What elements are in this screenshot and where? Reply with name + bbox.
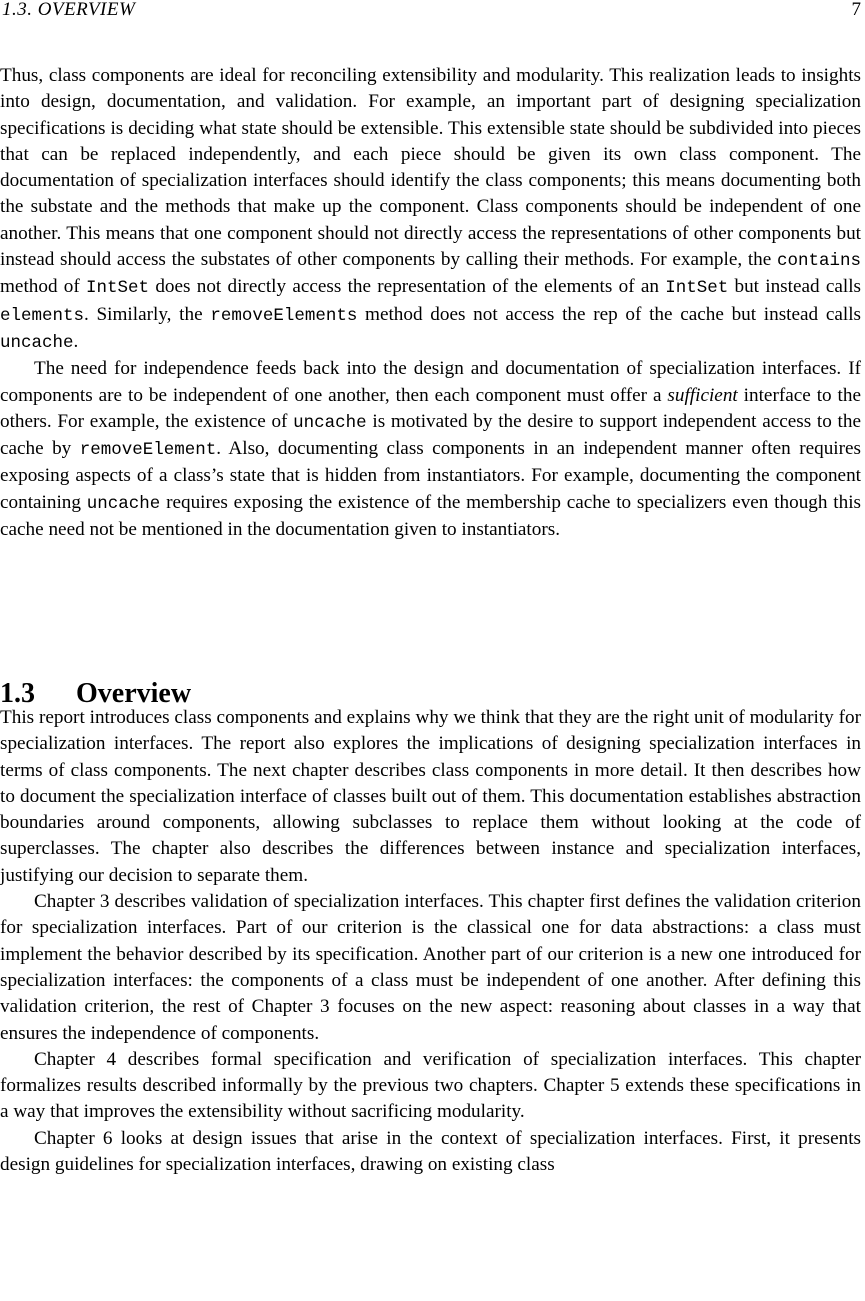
body-text-overview bbox=[0, 705, 861, 1178]
paragraph bbox=[0, 63, 861, 356]
code-identifier: removeElement bbox=[79, 440, 217, 461]
running-head-section: 1.3. OVERVIEW bbox=[2, 0, 136, 20]
text-run: requires exposing the existence of the membership cache to specializers even though this cache need not be mentioned in the documentation given to instantiators. bbox=[0, 491, 861, 541]
text-run: Chapter 4 describes formal specification and verification of specialization interfaces. This chapter formalizes results described informally by the previous two chapters. Chapter 5 extends these specifications in a way that improves the extensibility without sacrificing modularity. bbox=[0, 1048, 861, 1123]
text-run: interface to the others. For example, the existence of bbox=[0, 384, 862, 432]
code-identifier: elements bbox=[0, 305, 85, 326]
text-run: The need for independence feeds back into the design and documentation of specialization interfaces. If components are to be independent of one another, then each component must offer a bbox=[0, 358, 861, 406]
code-identifier: IntSet bbox=[665, 278, 729, 299]
section-title: Overview bbox=[76, 678, 192, 709]
emphasized-text: sufficient bbox=[667, 384, 738, 406]
text-run: Chapter 3 describes validation of specialization interfaces. This chapter first defines the validation criterion for specialization interfaces. Part of our criterion is the classical one for data abstractions: a class must implement the behavior described by its specification. Another part of our criterion is a new one introduced for specialization interfaces: the components of a class must be independent of one another. After defining this validation criterion, the rest of Chapter 3 focuses on the new aspect: reasoning about classes in a way that ensures the independence of components. bbox=[0, 891, 861, 1044]
paragraph bbox=[0, 705, 861, 889]
text-run: is motivated by the desire to support independent access to the cache by bbox=[0, 410, 861, 460]
text-run: method of bbox=[0, 276, 87, 298]
code-identifier: contains bbox=[776, 251, 861, 272]
text-run: Chapter 6 looks at design issues that arise in the context of specialization interfaces. First, it presents design guidelines for specialization interfaces, drawing on existing class bbox=[0, 1127, 861, 1176]
running-head bbox=[2, 0, 861, 23]
text-run: This report introduces class components and explains why we think that they are the right unit of modularity for specialization interfaces. The report also explores the implications of designing specialization interfaces in terms of class components. The next chapter describes class components in more detail. It then describes how to document the specialization interface of classes built out of them. This documentation establishes abstraction boundaries around components, allowing subclasses to replace them without looking at the code of superclasses. The chapter also describes the differences between instance and specialization interfaces, justifying our decision to separate them. bbox=[0, 707, 861, 886]
code-identifier: removeElements bbox=[210, 305, 358, 326]
paragraph bbox=[0, 1126, 861, 1179]
text-run: does not directly access the representation of the elements of an bbox=[149, 276, 666, 298]
text-run: method does not access the rep of the cache but instead calls bbox=[357, 303, 861, 325]
text-run: . bbox=[73, 330, 79, 352]
paragraph bbox=[0, 356, 861, 543]
code-identifier: uncache bbox=[86, 493, 161, 514]
code-identifier: uncache bbox=[0, 332, 74, 353]
page-number: 7 bbox=[851, 0, 861, 20]
paragraph bbox=[0, 889, 861, 1047]
text-run: . Similarly, the bbox=[84, 303, 211, 325]
body-text-before-section bbox=[0, 63, 861, 543]
paragraph bbox=[0, 1047, 861, 1126]
code-identifier: IntSet bbox=[86, 278, 150, 299]
text-run: but instead calls bbox=[728, 276, 861, 298]
code-identifier: uncache bbox=[293, 412, 367, 433]
text-run: Thus, class components are ideal for reconciling extensibility and modularity. This realization leads to insights into design, documentation, and validation. For example, an important part of designing specialization specifications is deciding what state should be extensible. This extensible state should be subdivided into pieces that can be replaced independently, and each piece should be given its own class component. The documentation of specialization interfaces should identify the class components; this means documenting both the substate and the methods that make up the component. Class components should be independent of one another. This means that one component should not directly access the representations of other components but instead should access the substates of other components by calling their methods. For example, the bbox=[0, 65, 861, 271]
text-run: . Also, documenting class components in an independent manner often requires exposing aspects of a class’s state that is hidden from instantiators. For example, documenting the component containing bbox=[0, 438, 861, 513]
section-number: 1.3 bbox=[0, 678, 35, 709]
